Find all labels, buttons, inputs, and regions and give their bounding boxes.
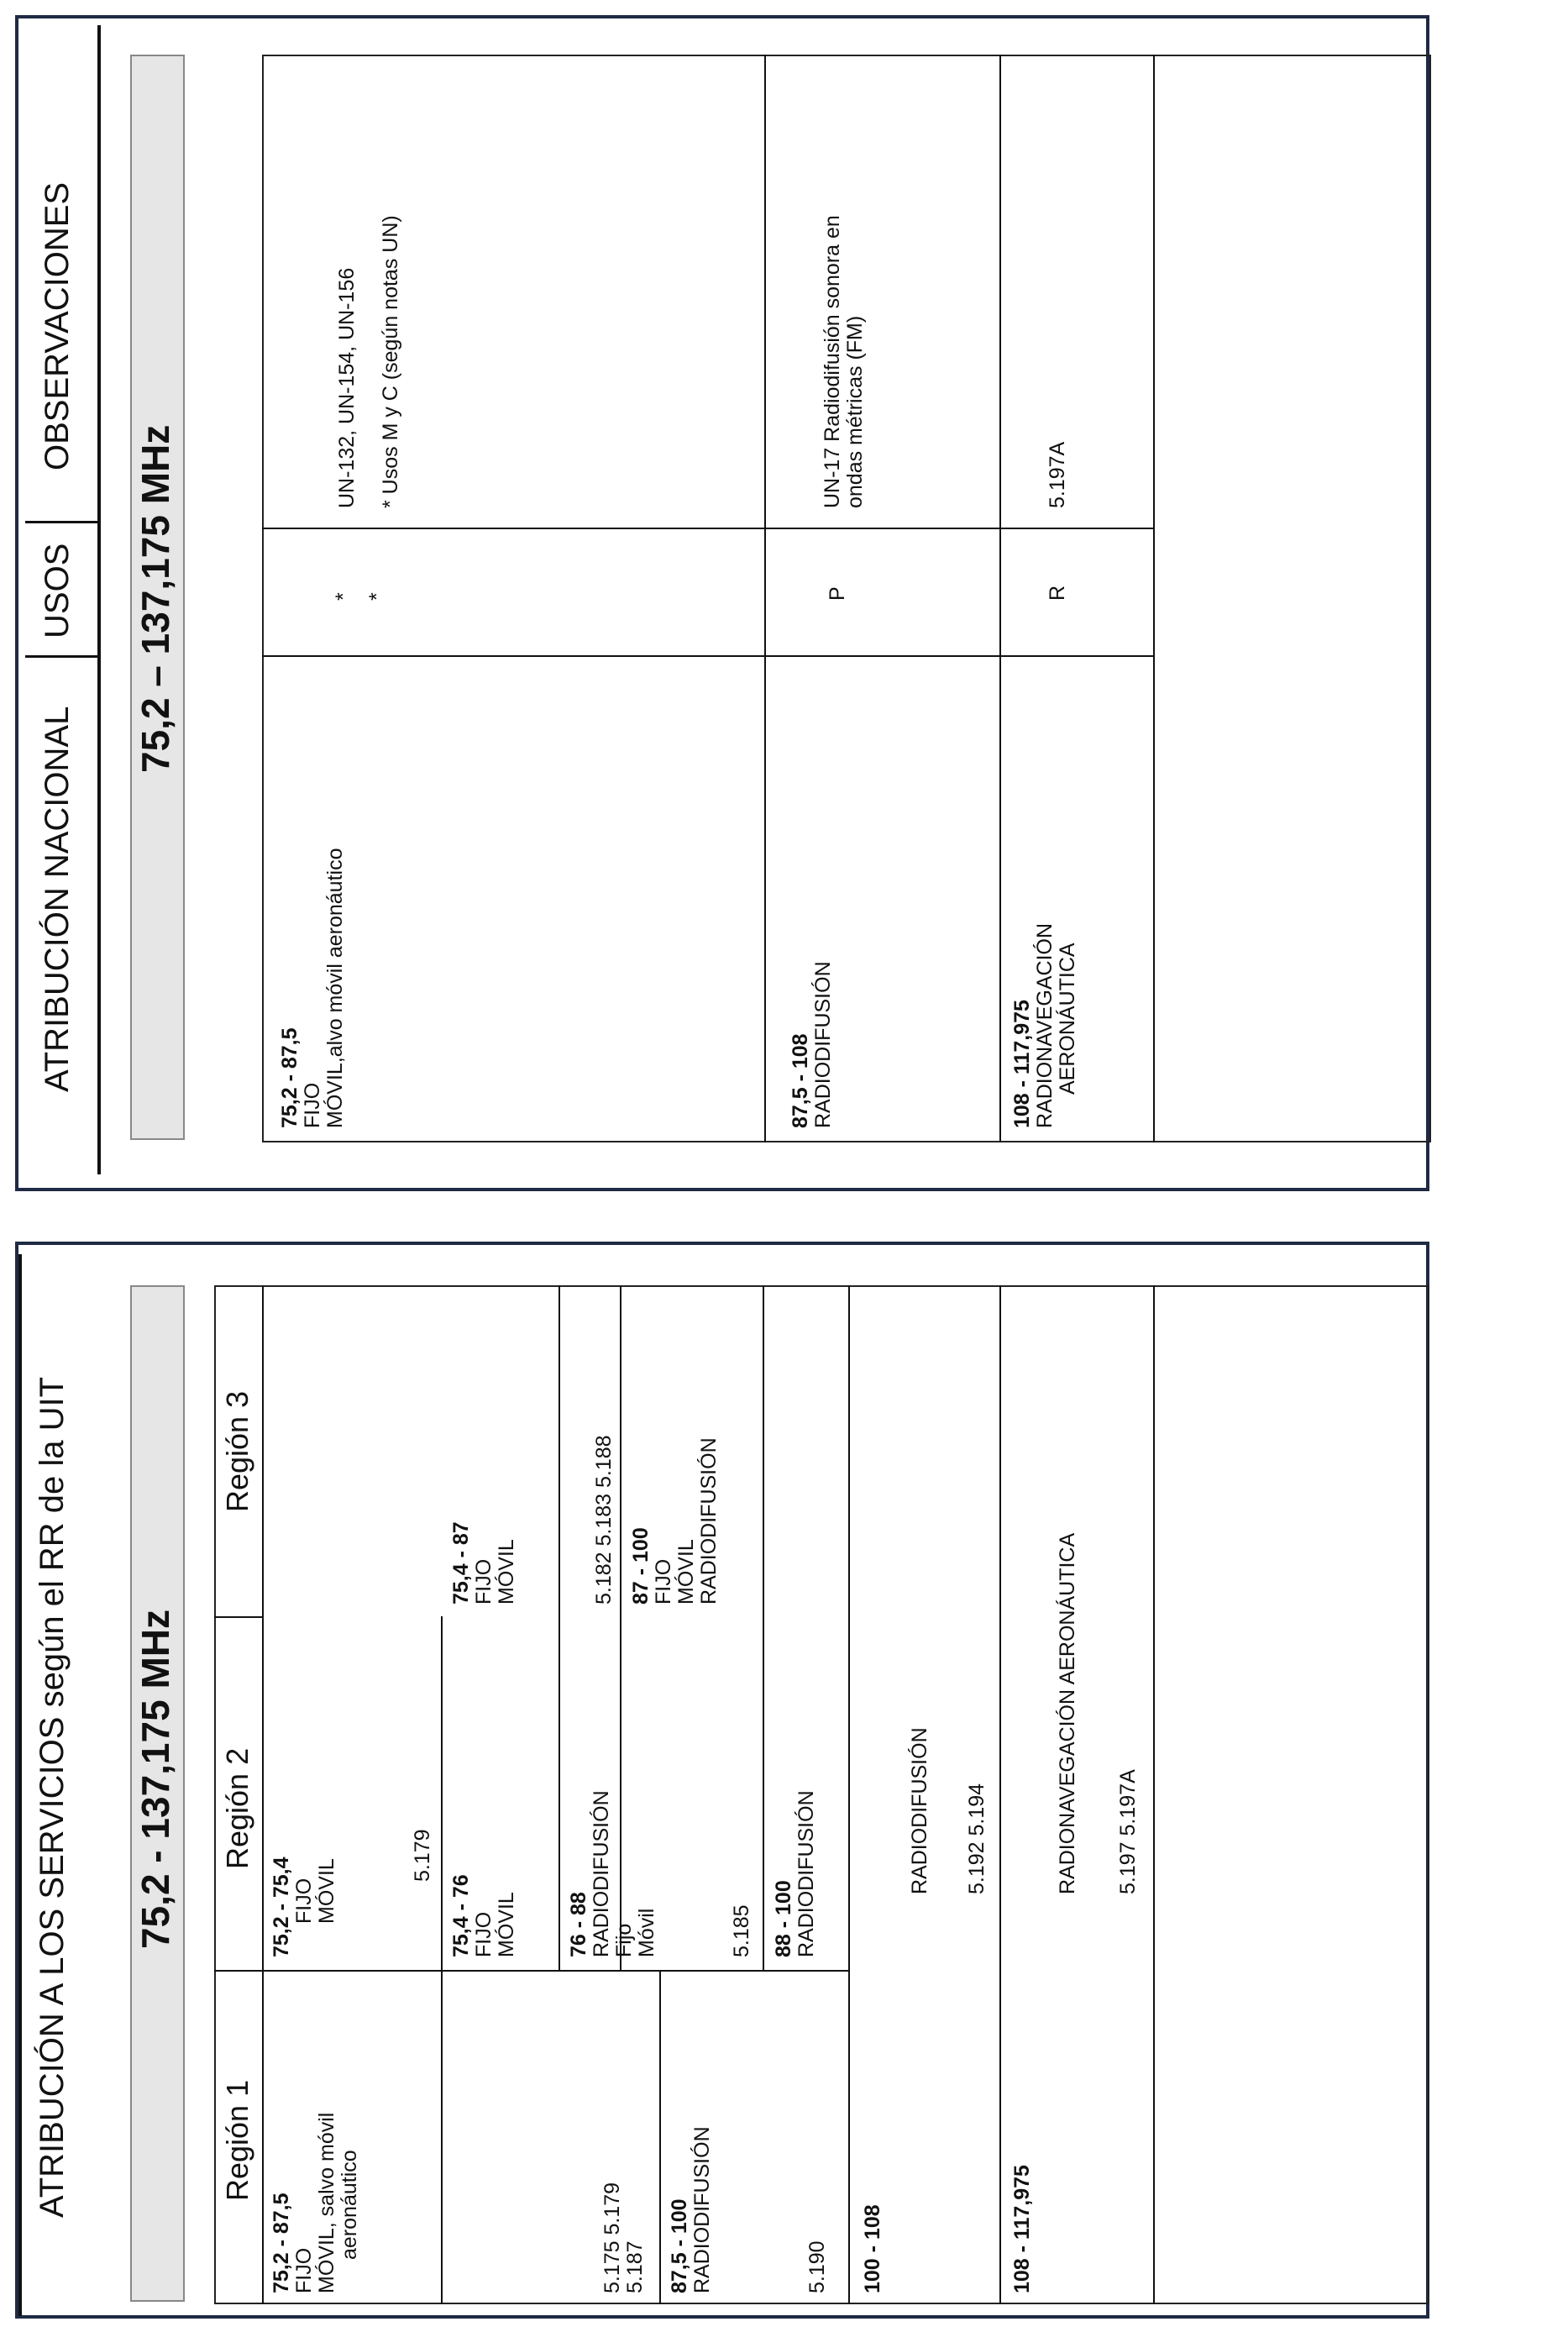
row-108-117-service: RADIONAVEGACIÓN AERONÁUTICA <box>1056 1532 1079 1894</box>
nat-obs2-75-87: * Usos M y C (según notas UN) <box>379 215 402 508</box>
header-region-2: Región 2 <box>220 1747 254 1869</box>
nat-uses-108-117: R <box>1046 585 1069 601</box>
ngrid-1 <box>262 655 1154 657</box>
r2-cell-76-88: 76 - 88 RADIODIFUSIÓN Fijo Móvil <box>567 1790 658 1957</box>
uit-table <box>214 1285 1429 2304</box>
r3-cell-75-87: 75,4 - 87 FIJO MÓVIL <box>449 1521 518 1605</box>
grid-13 <box>1153 1285 1155 2304</box>
r2-notes-76-88: 5.185 <box>730 1904 753 1957</box>
row-100-108-notes: 5.192 5.194 <box>965 1783 989 1894</box>
nat-uses-87-108: P <box>826 586 849 601</box>
r2-cell-75-75: 75,2 - 75,4 FIJO MÓVIL <box>270 1857 338 1957</box>
header-sep-usos <box>25 655 97 658</box>
header-region-1: Región 1 <box>220 2079 254 2201</box>
grid-5 <box>559 1616 560 1970</box>
r1-notes-87-100: 5.190 <box>805 2240 829 2293</box>
r3-notes-75-87: 5.182 5.183 5.188 <box>592 1435 616 1605</box>
grid-9 <box>620 1285 621 1616</box>
grid-12 <box>999 1285 1001 2304</box>
ngrid-5 <box>1153 55 1155 1142</box>
ngrid-2 <box>262 528 1154 529</box>
header-region-3: Región 3 <box>220 1390 254 1512</box>
r2-cell-88-100: 88 - 100 RADIODIFUSIÓN <box>772 1790 818 1957</box>
nat-uses-75-87b: * <box>365 592 389 601</box>
r2-notes-75-75: 5.179 <box>411 1829 434 1882</box>
hdr-sep-1 <box>214 1970 262 1972</box>
row-100-108-service: RADIODIFUSIÓN <box>908 1727 931 1894</box>
grid-3 <box>441 1970 443 2304</box>
nat-obs-87-108: UN-17 Radiodifusión sonora en ondas métricas (FM) <box>821 215 867 508</box>
nat-obs-75-87: UN-132, UN-154, UN-156 <box>335 267 359 508</box>
ngrid-3 <box>764 55 766 1142</box>
uit-title-divider <box>18 1254 22 2316</box>
uit-header-divider <box>262 1285 264 2304</box>
r1-cell-87-100: 87,5 - 100 RADIODIFUSIÓN <box>668 2126 714 2293</box>
national-band-title: 75,2 – 137,175 MHz <box>134 424 177 773</box>
national-title-divider <box>97 25 101 1174</box>
row-108-117-range: 108 - 117,975 <box>1010 2165 1034 2293</box>
r1-cell-75-87: 75,2 - 87,5 FIJO MÓVIL, salvo móvil aeronáutico <box>270 2112 361 2293</box>
grid-11 <box>848 1285 850 2304</box>
grid-6 <box>559 1285 560 1616</box>
hdr-sep-2 <box>214 1616 262 1618</box>
nat-row-75-87: 75,2 - 87,5 FIJO MÓVIL,alvo móvil aeronáutico <box>278 848 347 1128</box>
nat-row-87-108: 87,5 - 108 RADIODIFUSIÓN <box>789 961 835 1128</box>
observaciones-title: OBSERVACIONES <box>39 181 76 470</box>
grid-4 <box>659 1970 661 2304</box>
r2-cell-75-76: 75,4 - 76 FIJO MÓVIL <box>449 1874 518 1957</box>
grid-8 <box>763 1616 764 1970</box>
nat-obs-108-117: 5.197A <box>1046 441 1069 508</box>
grid-1 <box>262 1970 850 1972</box>
row-100-108-range: 100 - 108 <box>861 2204 884 2293</box>
nacional-title: ATRIBUCIÓN NACIONAL <box>39 706 76 1092</box>
header-sep-obs <box>25 521 97 523</box>
r1-notes-75-87: 5.175 5.179 5.187 <box>600 2182 647 2293</box>
uit-band-title: 75,2 - 137,175 MHz <box>134 1609 177 1949</box>
nat-uses-75-87: * <box>332 592 355 601</box>
grid-2 <box>441 1616 443 1970</box>
nat-row-108-117: 108 - 117,975 RADIONAVEGACIÓN AERONÁUTICA <box>1010 922 1079 1128</box>
row-108-117-notes: 5.197 5.197A <box>1116 1769 1140 1894</box>
usos-title: USOS <box>39 543 76 638</box>
uit-title: ATRIBUCIÓN A LOS SERVICIOS según el RR de la UIT <box>34 1376 71 2218</box>
grid-10 <box>763 1285 764 1616</box>
r3-cell-87-100: 87 - 100 FIJO MÓVIL RADIODIFUSIÓN <box>629 1437 721 1605</box>
ngrid-4 <box>999 55 1001 1142</box>
